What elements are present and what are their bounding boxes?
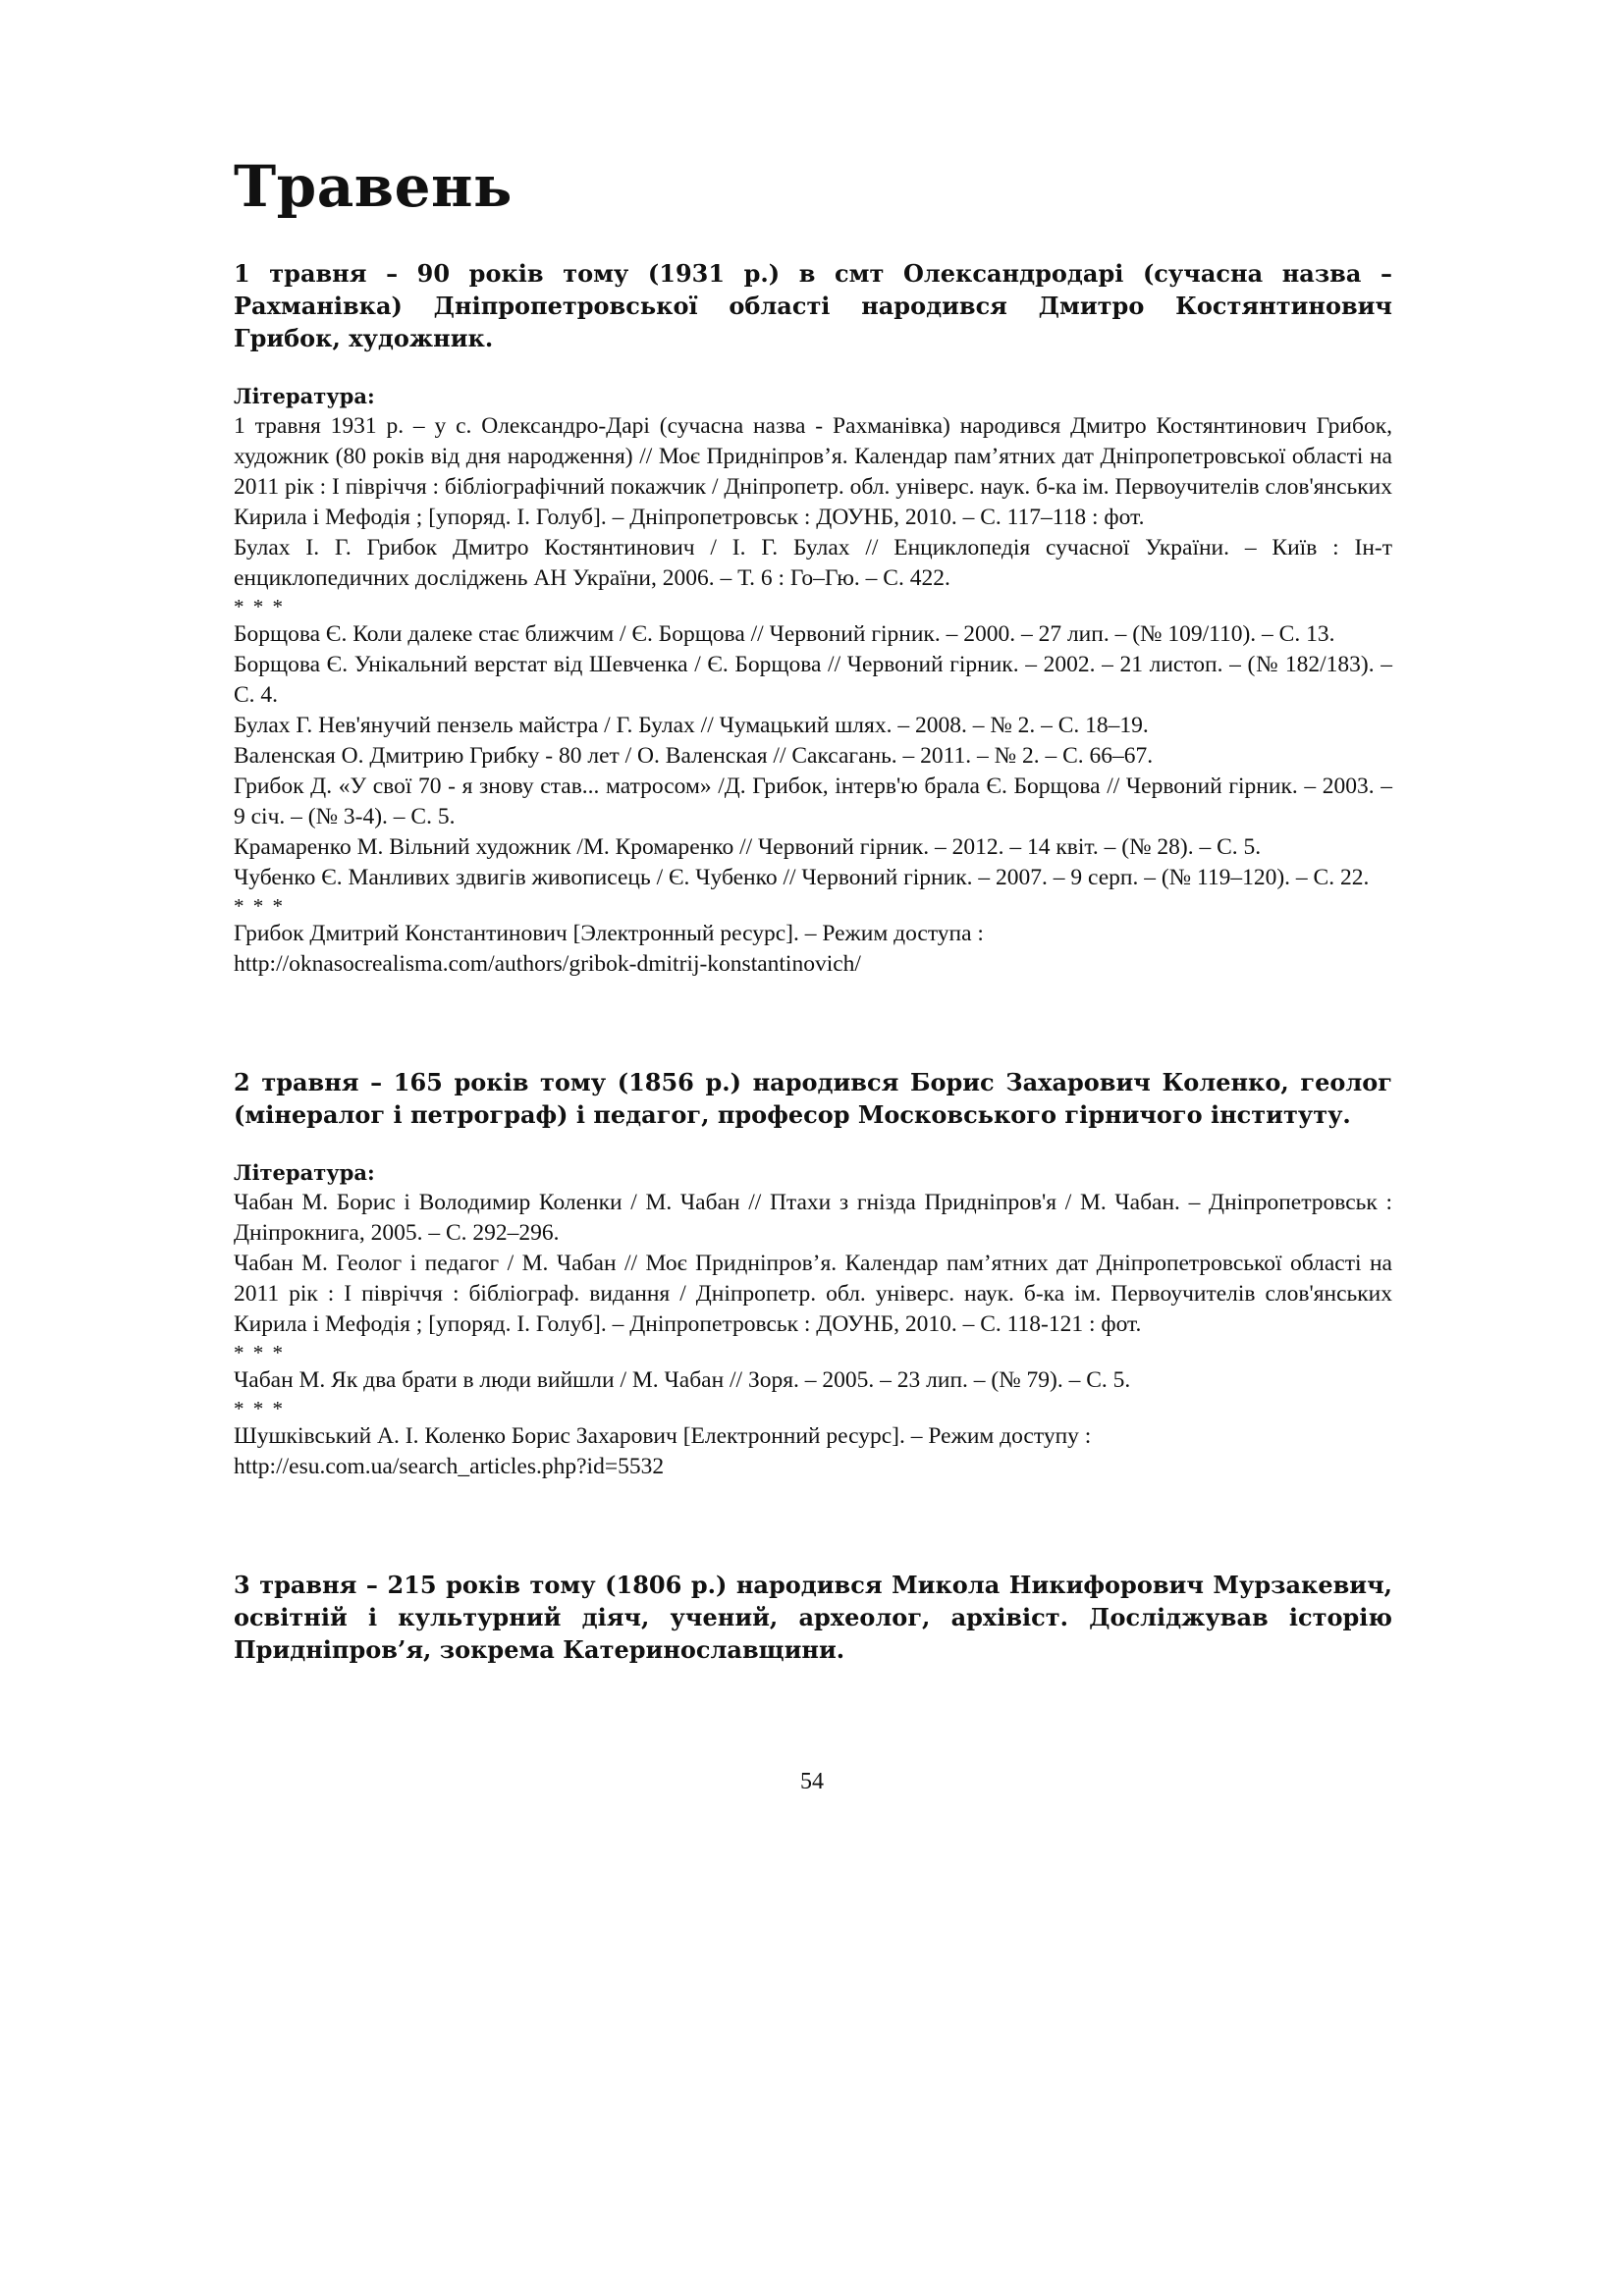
- literature-label: Література:: [234, 384, 375, 408]
- entry-heading: 3 травня – 215 років тому (1806 р.) народився Микола Никифорович Мурзакевич, освітній і культурний діяч, учений, археолог, архівіст. Досліджував історію Придніпров’я, зокрема Катеринославщини.: [234, 1571, 1392, 1664]
- bibliography-item: Булах І. Г. Грибок Дмитро Костянтинович / І. Г. Булах // Енциклопедія сучасної України. – Київ : Ін-т енциклопедичних досліджень АН України, 2006. – Т. 6 : Го–Гю. – С. 422.: [234, 535, 1392, 591]
- bibliography-item: Чубенко Є. Манливих здвигів живописець / Є. Чубенко // Червоний гірник. – 2007. – 9 серп. – (№ 119–120). – С. 22.: [234, 865, 1370, 890]
- calendar-entry: [234, 1066, 1392, 1482]
- calendar-entry: [234, 1569, 1392, 1666]
- resource-url-link[interactable]: http://oknasocrealisma.com/authors/gribok-dmitrij-konstantinovich/: [234, 951, 861, 977]
- entries-list: [234, 257, 1392, 1666]
- bibliography-item: Шушківський А. І. Коленко Борис Захарович [Електронний ресурс]. – Режим доступу :: [234, 1423, 1092, 1449]
- calendar-entry: [234, 257, 1392, 980]
- entry-heading: 1 травня – 90 років тому (1931 р.) в смт Олександродарі (сучасна назва – Рахманівка) Дніпропетровської області народився Дмитро Костянтинович Грибок, художник.: [234, 259, 1392, 352]
- bibliography-item: Чабан М. Геолог і педагог / М. Чабан // Моє Придніпров’я. Календар пам’ятних дат Дніпропетровської області на 2011 рік : І півріччя : бібліограф. видання / Дніпропетр. обл. універс. наук. б-ка ім. Первоучителів слов'янських Кирила і Мефодія ; [упоряд. І. Голуб]. – Дніпропетровськ : ДОУНБ, 2010. – С. 118-121 : фот.: [234, 1251, 1392, 1337]
- bibliography-item: Грибок Дмитрий Константинович [Электронный ресурс]. – Режим доступа :: [234, 921, 984, 946]
- bibliography-item: Валенская О. Дмитрию Грибку - 80 лет / О. Валенская // Саксагань. – 2011. – № 2. – С. 66–67.: [234, 743, 1154, 769]
- bibliography-item: 1 травня 1931 р. – у с. Олександро-Дарі (сучасна назва - Рахманівка) народився Дмитро Костянтинович Грибок, художник (80 років від дня народження) // Моє Придніпров’я. Календар пам’ятних дат Дніпропетровської області на 2011 рік : І півріччя : бібліографічний покажчик / Дніпропетр. обл. універс. наук. б-ка ім. Первоучителів слов'янських Кирила і Мефодія ; [упоряд. І. Голуб]. – Дніпропетровськ : ДОУНБ, 2010. – С. 117–118 : фот.: [234, 413, 1392, 530]
- page-number: 54: [800, 1769, 824, 1794]
- entry-heading: 2 травня – 165 років тому (1856 р.) народився Борис Захарович Коленко, геолог (мінералог і петрограф) і педагог, професор Московського гірничого інституту.: [234, 1068, 1392, 1129]
- literature-label: Література:: [234, 1160, 375, 1185]
- page-title: Травень: [234, 153, 513, 220]
- separator-asterisks: * * *: [234, 1397, 285, 1420]
- separator-asterisks: * * *: [234, 894, 285, 918]
- bibliography-item: Грибок Д. «У свої 70 - я знову став... матросом» /Д. Грибок, інтерв'ю брала Є. Борщова // Червоний гірник. – 2003. – 9 січ. – (№ 3-4). – С. 5.: [234, 774, 1392, 829]
- document-page: [234, 147, 1392, 1666]
- separator-asterisks: * * *: [234, 1341, 285, 1364]
- bibliography-item: Борщова Є. Унікальний верстат від Шевченка / Є. Борщова // Червоний гірник. – 2002. – 21 листоп. – (№ 182/183). – С. 4.: [234, 652, 1392, 708]
- bibliography-item: Чабан М. Борис і Володимир Коленки / М. Чабан // Птахи з гнізда Придніпров'я / М. Чабан. – Дніпропетровськ : Дніпрокнига, 2005. – С. 292–296.: [234, 1190, 1392, 1246]
- bibliography-item: Борщова Є. Коли далеке стає ближчим / Є. Борщова // Червоний гірник. – 2000. – 27 лип. – (№ 109/110). – С. 13.: [234, 621, 1335, 647]
- bibliography-item: Крамаренко М. Вільний художник /М. Кромаренко // Червоний гірник. – 2012. – 14 квіт. – (№ 28). – С. 5.: [234, 834, 1262, 860]
- bibliography-item: Булах Г. Нев'янучий пензель майстра / Г. Булах // Чумацький шлях. – 2008. – № 2. – С. 18–19.: [234, 713, 1149, 738]
- separator-asterisks: * * *: [234, 595, 285, 618]
- bibliography-item: Чабан М. Як два брати в люди вийшли / М. Чабан // Зоря. – 2005. – 23 лип. – (№ 79). – С. 5.: [234, 1367, 1131, 1393]
- resource-url-link[interactable]: http://esu.com.ua/search_articles.php?id=5532: [234, 1454, 665, 1479]
